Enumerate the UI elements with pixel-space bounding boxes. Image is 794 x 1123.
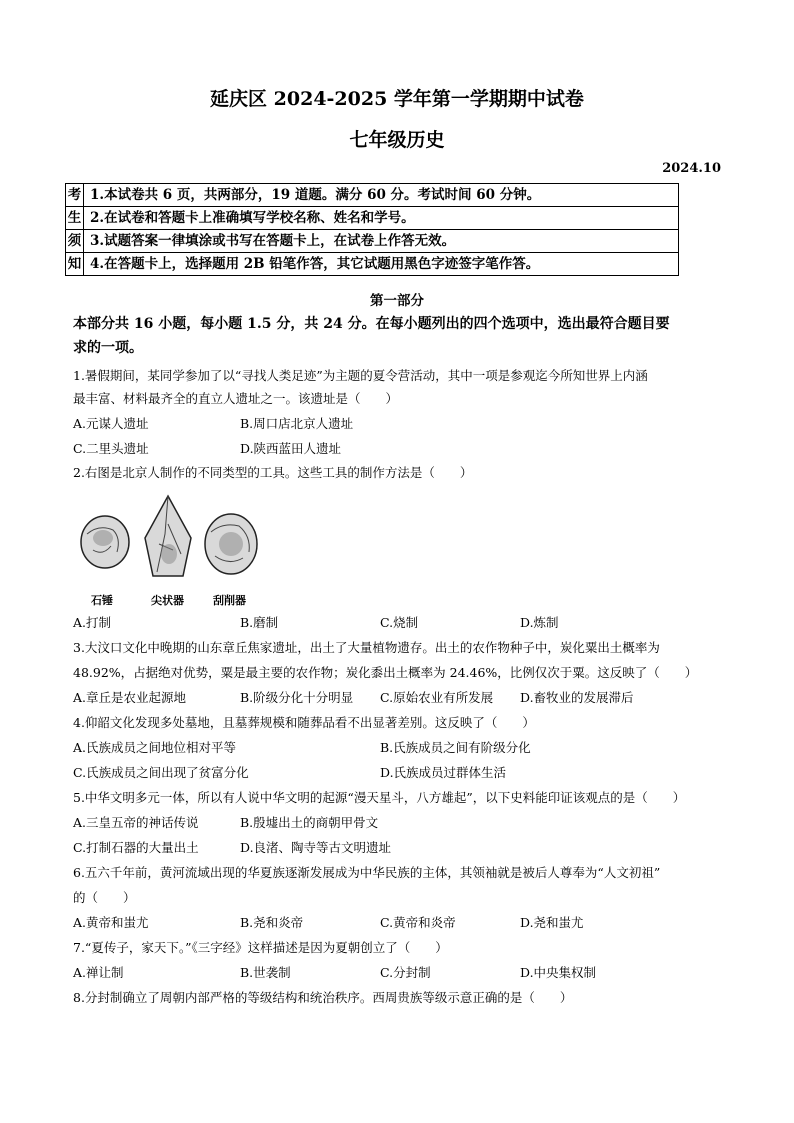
- question-5-stem: 5.中华文明多元一体，所以有人说中华文明的起源“漫天星斗，八方雄起”，以下史料能印证该观点的是（ ）: [73, 790, 686, 805]
- q5-option-a: A.三皇五帝的神话传说: [73, 815, 199, 830]
- exam-title: 延庆区 2024-2025 学年第一学期期中试卷: [210, 88, 584, 110]
- notice-row: 2.在试卷和答题卡上准确填写学校名称、姓名和学号。: [84, 207, 679, 230]
- q4-option-b: B.氏族成员之间有阶级分化: [380, 740, 531, 755]
- question-2-stem: 2.右图是北京人制作的不同类型的工具。这些工具的制作方法是（ ）: [73, 465, 473, 480]
- notice-side-char: 考: [66, 184, 84, 207]
- q2-option-c: C.烧制: [380, 615, 419, 630]
- notice-side-char: 须: [66, 230, 84, 253]
- q3-option-d: D.畜牧业的发展滞后: [520, 690, 634, 705]
- q6-option-d: D.尧和蚩尤: [520, 915, 584, 930]
- part-intro-line: 求的一项。: [73, 340, 143, 356]
- tool-label-pointed: 尖状器: [151, 594, 184, 607]
- part-title: 第一部分: [370, 293, 424, 309]
- q1-option-d: D.陕西蓝田人遗址: [240, 441, 342, 456]
- q5-option-d: D.良渚、陶寺等古文明遗址: [240, 840, 392, 855]
- tool-label-hammer: 石锤: [91, 594, 113, 607]
- q5-option-c: C.打制石器的大量出土: [73, 840, 199, 855]
- q4-option-c: C.氏族成员之间出现了贫富分化: [73, 765, 249, 780]
- q3-option-a: A.章丘是农业起源地: [73, 690, 187, 705]
- q5-option-b: B.殷墟出土的商朝甲骨文: [240, 815, 379, 830]
- q3-option-b: B.阶级分化十分明显: [240, 690, 354, 705]
- notice-side-char: 知: [66, 253, 84, 276]
- exam-date: 2024.10: [662, 161, 721, 176]
- stone-tools-figure: [73, 494, 273, 609]
- q6-option-b: B.尧和炎帝: [240, 915, 304, 930]
- notice-row: 1.本试卷共 6 页，共两部分，19 道题。满分 60 分。考试时间 60 分钟。: [84, 184, 679, 207]
- scraper-icon: [205, 514, 257, 574]
- q3-option-c: C.原始农业有所发展: [380, 690, 494, 705]
- candidate-notice-table: [65, 183, 679, 276]
- question-4-stem: 4.仰韶文化发现多处墓地，且墓葬规模和随葬品看不出显著差别。这反映了（ ）: [73, 715, 535, 730]
- question-6-stem: 6.五六千年前，黄河流域出现的华夏族逐渐发展成为中华民族的主体，其领袖就是被后人尊奉为“人文初祖”: [73, 865, 661, 880]
- part-intro-line: 本部分共 16 小题，每小题 1.5 分，共 24 分。在每小题列出的四个选项中，选出最符合题目要: [73, 316, 670, 332]
- q2-option-d: D.炼制: [520, 615, 559, 630]
- tool-label-scraper: 刮削器: [213, 594, 246, 607]
- q1-option-b: B.周口店北京人遗址: [240, 416, 354, 431]
- question-1-stem: 1.暑假期间，某同学参加了以“寻找人类足迹”为主题的夏令营活动，其中一项是参观迄今所知世界上内涵: [73, 368, 648, 383]
- exam-subtitle: 七年级历史: [349, 129, 445, 151]
- q7-option-a: A.禅让制: [73, 965, 124, 980]
- question-3-stem: 3.大汶口文化中晚期的山东章丘焦家遗址，出土了大量植物遗存。出土的农作物种子中，炭化粟出土概率为: [73, 640, 660, 655]
- q6-option-a: A.黄帝和蚩尤: [73, 915, 149, 930]
- question-1-stem: 最丰富、材料最齐全的直立人遗址之一。该遗址是（ ）: [73, 391, 399, 406]
- notice-row: 3.试题答案一律填涂或书写在答题卡上，在试卷上作答无效。: [84, 230, 679, 253]
- q7-option-d: D.中央集权制: [520, 965, 597, 980]
- q7-option-b: B.世袭制: [240, 965, 291, 980]
- q2-option-b: B.磨制: [240, 615, 279, 630]
- notice-row: 4.在答题卡上，选择题用 2B 铅笔作答，其它试题用黑色字迹签字笔作答。: [84, 253, 679, 276]
- q2-option-a: A.打制: [73, 615, 112, 630]
- q1-option-a: A.元谋人遗址: [73, 416, 149, 431]
- question-7-stem: 7.“夏传子，家天下。”《三字经》这样描述是因为夏朝创立了（ ）: [73, 940, 448, 955]
- q6-option-c: C.黄帝和炎帝: [380, 915, 456, 930]
- question-6-stem: 的（ ）: [73, 890, 136, 905]
- q4-option-a: A.氏族成员之间地位相对平等: [73, 740, 237, 755]
- pointed-tool-icon: [145, 496, 191, 576]
- notice-side-char: 生: [66, 207, 84, 230]
- question-8-stem: 8.分封制确立了周朝内部严格的等级结构和统治秩序。西周贵族等级示意正确的是（ ）: [73, 990, 573, 1005]
- q7-option-c: C.分封制: [380, 965, 431, 980]
- question-3-stem: 48.92%，占据绝对优势，粟是最主要的农作物；炭化黍出土概率为 24.46%，比例仅次于粟。这反映了（ ）: [73, 665, 698, 680]
- q1-option-c: C.二里头遗址: [73, 441, 149, 456]
- hammerstone-icon: [81, 516, 129, 568]
- q4-option-d: D.氏族成员过群体生活: [380, 765, 507, 780]
